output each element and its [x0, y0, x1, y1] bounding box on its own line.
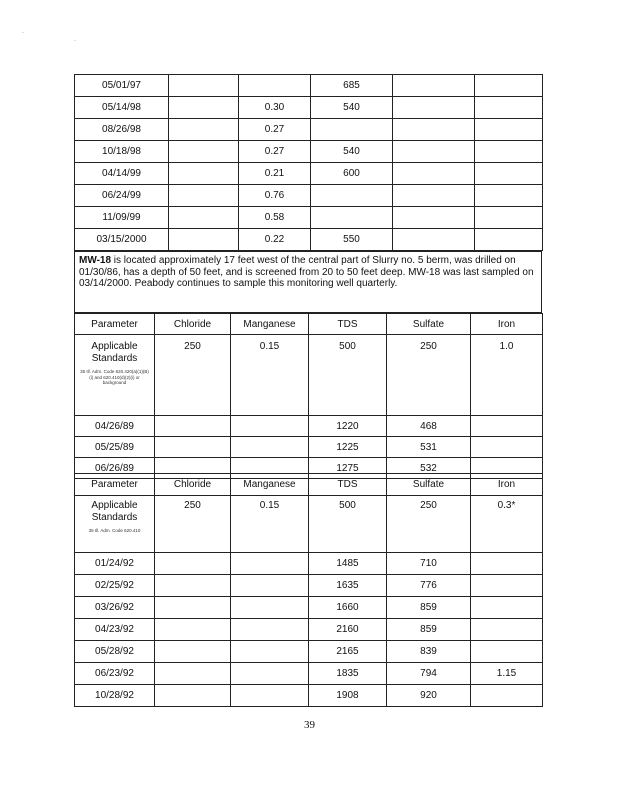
- table-row: [75, 553, 543, 575]
- value-cell: 1908: [309, 685, 387, 707]
- date-cell: 05/01/97: [75, 75, 169, 97]
- value-cell: [471, 416, 543, 437]
- value-cell: 776: [387, 575, 471, 597]
- value-cell: [155, 597, 231, 619]
- date-cell: 05/25/89: [75, 437, 155, 458]
- value-cell: [155, 553, 231, 575]
- header-manganese: Manganese: [231, 474, 309, 496]
- standard-chloride: 250: [155, 496, 231, 553]
- date-cell: 06/26/89: [75, 458, 155, 479]
- table-row: [75, 597, 543, 619]
- standards-label-cell: [75, 335, 155, 416]
- table-row: [75, 163, 543, 185]
- table-row: [75, 575, 543, 597]
- table-row: [75, 119, 543, 141]
- header-parameter: Parameter: [75, 474, 155, 496]
- date-cell: 10/28/92: [75, 685, 155, 707]
- value-cell: 710: [387, 553, 471, 575]
- standards-row: [75, 496, 543, 553]
- date-cell: 04/14/99: [75, 163, 169, 185]
- table-row: [75, 685, 543, 707]
- header-chloride: Chloride: [155, 314, 231, 335]
- value-cell: 540: [311, 97, 393, 119]
- date-cell: 06/23/92: [75, 663, 155, 685]
- value-cell: 2160: [309, 619, 387, 641]
- scan-speck-mark: ·: [22, 30, 24, 36]
- value-cell: [393, 97, 475, 119]
- standard-manganese: 0.15: [231, 335, 309, 416]
- value-cell: [155, 416, 231, 437]
- value-cell: [475, 119, 543, 141]
- value-cell: [169, 141, 239, 163]
- date-cell: 06/24/99: [75, 185, 169, 207]
- value-cell: [239, 75, 311, 97]
- value-cell: [231, 437, 309, 458]
- value-cell: 839: [387, 641, 471, 663]
- value-cell: [231, 416, 309, 437]
- scan-speck-mark: ·: [74, 38, 76, 44]
- header-row: [75, 474, 543, 496]
- date-cell: 03/26/92: [75, 597, 155, 619]
- top-data-table: [74, 74, 543, 251]
- value-cell: 685: [311, 75, 393, 97]
- well-id: MW-18: [79, 255, 112, 266]
- value-cell: 1660: [309, 597, 387, 619]
- table-row: [75, 185, 543, 207]
- table-row: [75, 437, 543, 458]
- value-cell: [231, 619, 309, 641]
- value-cell: [393, 163, 475, 185]
- standards-label: Applicable Standards: [91, 500, 138, 523]
- value-cell: [393, 185, 475, 207]
- standards-note: 35 Ill. Adm. Code 620.420(a)(1)(B)(i) and 620.410(d)(2)(i) or background: [80, 369, 149, 385]
- standard-tds: 500: [309, 335, 387, 416]
- value-cell: 0.58: [239, 207, 311, 229]
- value-cell: 0.22: [239, 229, 311, 251]
- value-cell: [475, 141, 543, 163]
- value-cell: 0.21: [239, 163, 311, 185]
- value-cell: 531: [387, 437, 471, 458]
- value-cell: [169, 207, 239, 229]
- parameter-table-1992: [74, 473, 543, 707]
- parameter-table-1989: [74, 313, 543, 479]
- value-cell: [155, 575, 231, 597]
- value-cell: [231, 685, 309, 707]
- value-cell: [169, 229, 239, 251]
- header-manganese: Manganese: [231, 314, 309, 335]
- standard-sulfate: 250: [387, 496, 471, 553]
- table-row: [75, 141, 543, 163]
- value-cell: [393, 207, 475, 229]
- page-number: 39: [304, 719, 315, 731]
- value-cell: [169, 75, 239, 97]
- standards-note: 35 Ill. Adm. Code 620.410: [88, 528, 141, 533]
- date-cell: 10/18/98: [75, 141, 169, 163]
- value-cell: [311, 185, 393, 207]
- standard-iron: 0.3*: [471, 496, 543, 553]
- standard-manganese: 0.15: [231, 496, 309, 553]
- value-cell: [471, 685, 543, 707]
- header-tds: TDS: [309, 314, 387, 335]
- value-cell: [169, 119, 239, 141]
- value-cell: [393, 75, 475, 97]
- value-cell: 550: [311, 229, 393, 251]
- value-cell: [475, 207, 543, 229]
- date-cell: 05/28/92: [75, 641, 155, 663]
- value-cell: [155, 619, 231, 641]
- value-cell: 920: [387, 685, 471, 707]
- value-cell: 0.30: [239, 97, 311, 119]
- well-description-note: [74, 251, 542, 313]
- header-sulfate: Sulfate: [387, 314, 471, 335]
- value-cell: [155, 663, 231, 685]
- value-cell: 0.27: [239, 141, 311, 163]
- header-sulfate: Sulfate: [387, 474, 471, 496]
- value-cell: 532: [387, 458, 471, 479]
- standard-iron: 1.0: [471, 335, 543, 416]
- date-cell: 02/25/92: [75, 575, 155, 597]
- well-description-text: is located approximately 17 feet west of the central part of Slurry no. 5 berm, was drilled on 01/30/86, has a depth of 50 feet, and is screened from 20 to 50 feet deep. MW-18 was last sampled on 03/14/2000. Peabody continues to sample this monitoring well quarterly.: [79, 255, 534, 289]
- value-cell: 540: [311, 141, 393, 163]
- value-cell: [393, 119, 475, 141]
- value-cell: [475, 75, 543, 97]
- value-cell: 859: [387, 619, 471, 641]
- value-cell: [231, 575, 309, 597]
- value-cell: [393, 141, 475, 163]
- value-cell: 468: [387, 416, 471, 437]
- date-cell: 03/15/2000: [75, 229, 169, 251]
- standard-tds: 500: [309, 496, 387, 553]
- value-cell: [471, 641, 543, 663]
- date-cell: 05/14/98: [75, 97, 169, 119]
- value-cell: [169, 163, 239, 185]
- value-cell: 1275: [309, 458, 387, 479]
- header-iron: Iron: [471, 314, 543, 335]
- standards-label: Applicable Standards: [91, 341, 138, 364]
- value-cell: [231, 663, 309, 685]
- value-cell: 600: [311, 163, 393, 185]
- table-row: [75, 416, 543, 437]
- value-cell: [231, 553, 309, 575]
- value-cell: [475, 97, 543, 119]
- value-cell: [231, 597, 309, 619]
- value-cell: [169, 185, 239, 207]
- date-cell: 01/24/92: [75, 553, 155, 575]
- value-cell: [393, 229, 475, 251]
- value-cell: [231, 641, 309, 663]
- value-cell: 859: [387, 597, 471, 619]
- date-cell: 04/23/92: [75, 619, 155, 641]
- table-row: [75, 97, 543, 119]
- table-row: [75, 619, 543, 641]
- value-cell: [311, 119, 393, 141]
- value-cell: [471, 597, 543, 619]
- table-row: [75, 229, 543, 251]
- value-cell: [155, 685, 231, 707]
- table-row: [75, 641, 543, 663]
- date-cell: 08/26/98: [75, 119, 169, 141]
- value-cell: [475, 229, 543, 251]
- value-cell: 794: [387, 663, 471, 685]
- value-cell: 2165: [309, 641, 387, 663]
- standards-row: [75, 335, 543, 416]
- value-cell: 1635: [309, 575, 387, 597]
- value-cell: 0.76: [239, 185, 311, 207]
- value-cell: [155, 641, 231, 663]
- value-cell: 1835: [309, 663, 387, 685]
- header-tds: TDS: [309, 474, 387, 496]
- header-iron: Iron: [471, 474, 543, 496]
- date-cell: 04/26/89: [75, 416, 155, 437]
- value-cell: 1485: [309, 553, 387, 575]
- header-row: [75, 314, 543, 335]
- value-cell: [311, 207, 393, 229]
- standards-label-cell: [75, 496, 155, 553]
- value-cell: [475, 185, 543, 207]
- value-cell: 1.15: [471, 663, 543, 685]
- value-cell: [471, 437, 543, 458]
- table-row: [75, 207, 543, 229]
- standard-chloride: 250: [155, 335, 231, 416]
- value-cell: 0.27: [239, 119, 311, 141]
- value-cell: 1225: [309, 437, 387, 458]
- value-cell: 1220: [309, 416, 387, 437]
- value-cell: [471, 619, 543, 641]
- value-cell: [169, 97, 239, 119]
- table-row: [75, 75, 543, 97]
- table-row: [75, 663, 543, 685]
- date-cell: 11/09/99: [75, 207, 169, 229]
- header-parameter: Parameter: [75, 314, 155, 335]
- value-cell: [155, 437, 231, 458]
- standard-sulfate: 250: [387, 335, 471, 416]
- value-cell: [471, 575, 543, 597]
- value-cell: [475, 163, 543, 185]
- value-cell: [471, 553, 543, 575]
- header-chloride: Chloride: [155, 474, 231, 496]
